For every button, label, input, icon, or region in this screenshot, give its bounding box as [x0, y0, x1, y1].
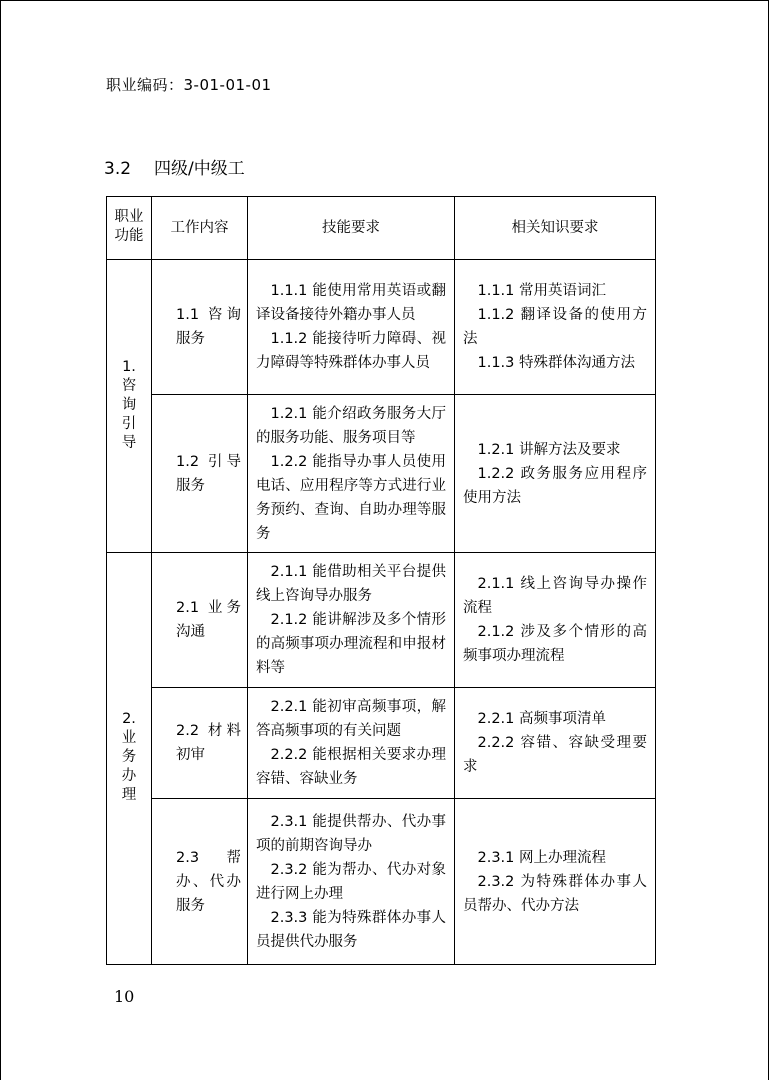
header-knowledge: 相关知识要求 — [455, 197, 656, 260]
table-row — [107, 688, 656, 799]
content-cell: 2.2 材料初审 — [152, 688, 248, 799]
skill-item: 1.2.1 能介绍政务服务大厅的服务功能、服务项目等 — [256, 405, 446, 446]
skills-cell — [248, 799, 455, 965]
occupation-code: 职业编码：3-01-01-01 — [106, 76, 272, 94]
skill-item: 2.2.2 能根据相关要求办理容错、容缺业务 — [256, 747, 446, 787]
header-row — [107, 197, 656, 260]
skill-item: 1.2.2 能指导办事人员使用电话、应用程序等方式进行业务预约、查询、自助办理等服务 — [256, 453, 446, 542]
skill-item: 2.3.2 能为帮办、代办对象进行网上办理 — [256, 861, 446, 902]
skills-cell — [248, 260, 455, 395]
skills-cell — [248, 553, 455, 688]
knowledge-item: 2.3.1 网上办理流程 — [477, 849, 607, 866]
knowledge-item: 2.1.1 线上咨询导办操作流程 — [463, 576, 647, 616]
skills-cell — [248, 688, 455, 799]
knowledge-cell — [455, 553, 656, 688]
content-cell: 1.1 咨询服务 — [152, 260, 248, 395]
function-cell: 2. 业务办理 — [107, 553, 152, 965]
knowledge-item: 1.1.3 特殊群体沟通方法 — [477, 355, 636, 371]
skill-item: 1.1.2 能接待听力障碍、视力障碍等特殊群体办事人员 — [256, 331, 446, 371]
knowledge-item: 1.2.1 讲解方法及要求 — [477, 441, 621, 458]
content-cell: 1.2 引导服务 — [152, 395, 248, 553]
header-content: 工作内容 — [152, 197, 248, 260]
section-number: 3.2 — [104, 159, 132, 179]
table-row — [107, 799, 656, 965]
knowledge-cell — [455, 395, 656, 553]
knowledge-cell — [455, 688, 656, 799]
header-skills: 技能要求 — [248, 197, 455, 260]
section-title: 四级/中级工 — [154, 159, 245, 179]
skill-item: 1.1.1 能使用常用英语或翻译设备接待外籍办事人员 — [256, 283, 446, 323]
skill-item: 2.3.3 能为特殊群体办事人员提供代办服务 — [256, 909, 446, 950]
knowledge-item: 2.3.2 为特殊群体办事人员帮办、代办方法 — [463, 873, 647, 914]
header-function: 职业功能 — [107, 197, 152, 260]
knowledge-item: 2.2.2 容错、容缺受理要求 — [463, 735, 647, 775]
table-row — [107, 553, 656, 688]
table-row — [107, 395, 656, 553]
knowledge-item: 2.2.1 高频事项清单 — [477, 711, 607, 727]
knowledge-item: 1.2.2 政务服务应用程序使用方法 — [463, 465, 647, 506]
function-cell: 1. 咨询引导 — [107, 260, 152, 553]
page-border-left — [0, 0, 1, 1080]
table-row — [107, 260, 656, 395]
skill-item: 2.1.1 能借助相关平台提供线上咨询导办服务 — [256, 564, 446, 604]
skill-item: 2.3.1 能提供帮办、代办事项的前期咨询导办 — [256, 813, 446, 854]
content-cell: 2.3 帮办、代办服务 — [152, 799, 248, 965]
section-heading — [104, 154, 245, 179]
knowledge-cell — [455, 799, 656, 965]
knowledge-item: 2.1.2 涉及多个情形的高频事项办理流程 — [463, 624, 647, 664]
knowledge-item: 1.1.1 常用英语词汇 — [477, 283, 607, 299]
skill-item: 2.1.2 能讲解涉及多个情形的高频事项办理流程和申报材料等 — [256, 612, 446, 676]
skill-item: 2.2.1 能初审高频事项，解答高频事项的有关问题 — [256, 699, 446, 739]
knowledge-cell — [455, 260, 656, 395]
content-cell: 2.1 业务沟通 — [152, 553, 248, 688]
requirements-table — [106, 196, 656, 965]
page-border-top — [0, 0, 769, 1]
knowledge-item: 1.1.2 翻译设备的使用方法 — [463, 307, 647, 347]
page-number: 10 — [114, 987, 135, 1006]
skills-cell — [248, 395, 455, 553]
